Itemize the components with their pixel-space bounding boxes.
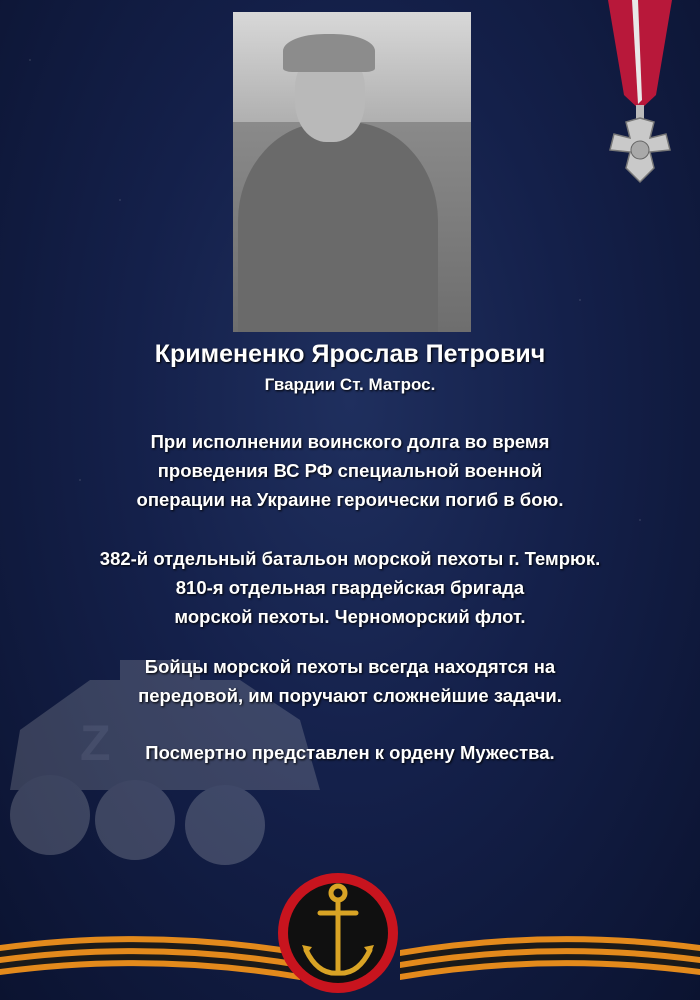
award-paragraph — [0, 738, 700, 767]
anchor-emblem-icon — [268, 865, 408, 995]
portrait-photo — [233, 12, 471, 332]
text-line: 382-й отдельный батальон морской пехоты г. Темрюк. — [99, 548, 601, 569]
text-line: Бойцы морской пехоты всегда находятся на — [144, 656, 556, 677]
text-line: операции на Украине героически погиб в бою. — [136, 489, 564, 510]
text-line: морской пехоты. Черноморский флот. — [174, 606, 526, 627]
text-line: Посмертно представлен к ордену Мужества. — [145, 742, 555, 763]
marines-paragraph — [0, 652, 700, 710]
text-line: При исполнении воинского долга во время — [150, 431, 550, 452]
memorial-paragraph-1 — [0, 427, 700, 514]
text-line: передовой, им поручают сложнейшие задачи. — [138, 685, 562, 706]
unit-paragraph — [0, 544, 700, 631]
order-of-courage-medal-icon — [598, 0, 682, 185]
text-line: проведения ВС РФ специальной военной — [157, 460, 543, 481]
svg-text:Z: Z — [80, 715, 111, 771]
military-rank: Гвардии Ст. Матрос. — [264, 375, 436, 394]
person-name: Кримененко Ярослав Петрович — [154, 340, 546, 368]
text-line: 810-я отдельная гвардейская бригада — [175, 577, 525, 598]
